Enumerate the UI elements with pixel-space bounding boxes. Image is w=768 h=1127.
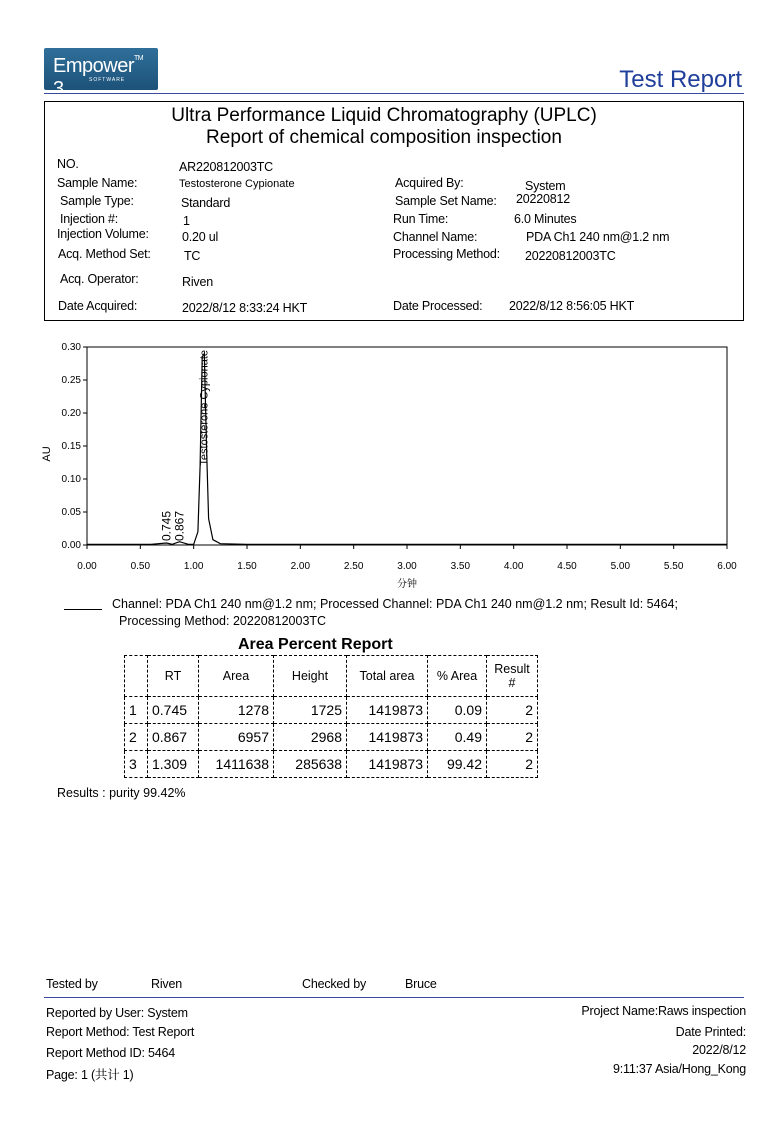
area-percent-table: [124, 655, 538, 778]
table-cell: 2: [487, 751, 538, 778]
y-tick-label: 0.20: [61, 408, 81, 419]
document-title-line2: Report of chemical composition inspection: [206, 127, 562, 148]
x-tick-label: 0.00: [77, 561, 97, 572]
table-row: [125, 724, 538, 751]
logo-subtext: SOFTWARE: [89, 77, 126, 83]
x-axis-label: 分钟: [397, 579, 417, 590]
x-tick-label: 1.50: [237, 561, 257, 572]
chromatogram-chart: [30, 335, 745, 597]
legend-line: [64, 609, 102, 610]
acq-operator-label: Acq. Operator:: [60, 272, 139, 286]
date-printed-label: Date Printed:: [675, 1025, 746, 1039]
table-header-cell: Height: [274, 656, 347, 697]
date-printed-time: 9:11:37 Asia/Hong_Kong: [613, 1062, 746, 1076]
y-tick-label: 0.15: [61, 441, 81, 452]
injection-volume-label: Injection Volume:: [57, 227, 149, 241]
sample-type-value: Standard: [181, 196, 231, 210]
checked-by-label: Checked by: [302, 977, 367, 991]
channel-name-label: Channel Name:: [393, 230, 478, 244]
x-tick-label: 0.50: [130, 561, 151, 572]
report-title: Test Report: [619, 66, 742, 93]
x-tick-label: 5.00: [610, 561, 631, 572]
table-cell: 1278: [199, 697, 274, 724]
x-tick-label: 4.50: [557, 561, 577, 572]
table-row: [125, 751, 538, 778]
x-tick-label: 1.00: [183, 561, 204, 572]
empower-logo: [44, 48, 158, 100]
date-processed-value: 2022/8/12 8:56:05 HKT: [509, 299, 635, 313]
table-cell: 0.745: [148, 697, 199, 724]
table-cell: 0.867: [148, 724, 199, 751]
table-cell: 1419873: [347, 724, 428, 751]
header-divider: [44, 93, 744, 94]
table-row: [125, 697, 538, 724]
page-number: Page: 1 (共计 1): [46, 1068, 134, 1082]
logo-version: 3: [53, 78, 64, 100]
y-tick-label: 0.05: [61, 507, 81, 518]
table-cell: 1.309: [148, 751, 199, 778]
table-cell: 285638: [274, 751, 347, 778]
date-acquired-value: 2022/8/12 8:33:24 HKT: [182, 301, 308, 315]
x-tick-label: 2.00: [290, 561, 311, 572]
table-cell: 1419873: [347, 697, 428, 724]
results-text: Results : purity 99.42%: [57, 786, 186, 800]
table-header-cell: Total area: [347, 656, 428, 697]
sample-name-value: Testosterone Cypionate: [179, 178, 295, 190]
area-report-title: Area Percent Report: [238, 636, 393, 653]
table-cell: 1: [125, 697, 148, 724]
injection-value: 1: [183, 214, 190, 228]
table-cell: 1419873: [347, 751, 428, 778]
table-cell: 2: [487, 724, 538, 751]
acq-method-label: Acq. Method Set:: [58, 247, 151, 261]
x-tick-label: 6.00: [717, 561, 737, 572]
peak-label: 0.745: [159, 510, 174, 541]
table-header-cell: RT: [148, 656, 199, 697]
footer-divider: [44, 997, 744, 998]
x-tick-label: 2.50: [343, 561, 364, 572]
y-tick-label: 0.00: [61, 540, 81, 551]
tested-by-value: Riven: [151, 977, 182, 991]
table-header-row: [125, 656, 538, 697]
no-label: NO.: [57, 157, 79, 171]
report-method-id: Report Method ID: 5464: [46, 1046, 176, 1060]
acquired-by-label: Acquired By:: [395, 176, 464, 190]
sample-set-value: 20220812: [516, 192, 571, 206]
table-header-cell: [125, 656, 148, 697]
table-cell: 0.49: [428, 724, 487, 751]
peak-label: Testosterone Cypionate: [198, 350, 211, 466]
checked-by-value: Bruce: [405, 977, 437, 991]
table-header-cell: Result #: [487, 656, 538, 697]
table-cell: 6957: [199, 724, 274, 751]
sample-type-label: Sample Type:: [60, 194, 134, 208]
peak-label: 0.867: [172, 510, 187, 541]
sample-set-label: Sample Set Name:: [395, 194, 497, 208]
sample-name-label: Sample Name:: [57, 176, 138, 190]
processing-method-label: Processing Method:: [393, 247, 500, 261]
x-tick-label: 3.50: [450, 561, 471, 572]
project-name: Project Name:Raws inspection: [581, 1004, 746, 1018]
table-cell: 0.09: [428, 697, 487, 724]
date-printed-date: 2022/8/12: [692, 1043, 746, 1057]
table-cell: 2: [487, 697, 538, 724]
logo-text: Empower: [53, 55, 134, 77]
channel-info-line1: Channel: PDA Ch1 240 nm@1.2 nm; Processed Channel: PDA Ch1 240 nm@1.2 nm; Result Id: 5464;: [112, 597, 678, 611]
acq-operator-value: Riven: [182, 275, 213, 289]
channel-info-line2: Processing Method: 20220812003TC: [119, 614, 327, 628]
acquired-by-value: System: [525, 179, 566, 193]
x-tick-label: 3.00: [397, 561, 417, 572]
x-tick-label: 4.00: [503, 561, 524, 572]
y-tick-label: 0.25: [61, 375, 81, 386]
injection-label: Injection #:: [60, 212, 119, 226]
table-cell: 2968: [274, 724, 347, 751]
table-cell: 3: [125, 751, 148, 778]
table-cell: 1411638: [199, 751, 274, 778]
table-cell: 2: [125, 724, 148, 751]
processing-method-value: 20220812003TC: [525, 249, 616, 263]
no-value: AR220812003TC: [179, 160, 273, 174]
date-processed-label: Date Processed:: [393, 299, 483, 313]
y-tick-label: 0.30: [61, 342, 81, 353]
tested-by-label: Tested by: [46, 977, 98, 991]
table-header-cell: % Area: [428, 656, 487, 697]
y-axis-label: AU: [41, 446, 53, 462]
injection-volume-value: 0.20 ul: [182, 230, 219, 244]
date-acquired-label: Date Acquired:: [58, 299, 138, 313]
report-method: Report Method: Test Report: [46, 1025, 195, 1039]
channel-name-value: PDA Ch1 240 nm@1.2 nm: [526, 230, 670, 244]
logo-tm: TM: [133, 55, 144, 62]
run-time-value: 6.0 Minutes: [514, 212, 577, 226]
table-header-cell: Area: [199, 656, 274, 697]
document-title-line1: Ultra Performance Liquid Chromatography (UPLC): [171, 105, 597, 126]
acq-method-value: TC: [184, 249, 201, 263]
run-time-label: Run Time:: [393, 212, 449, 226]
y-tick-label: 0.10: [61, 474, 81, 485]
table-cell: 99.42: [428, 751, 487, 778]
table-cell: 1725: [274, 697, 347, 724]
x-tick-label: 5.50: [663, 561, 684, 572]
reported-by: Reported by User: System: [46, 1006, 188, 1020]
